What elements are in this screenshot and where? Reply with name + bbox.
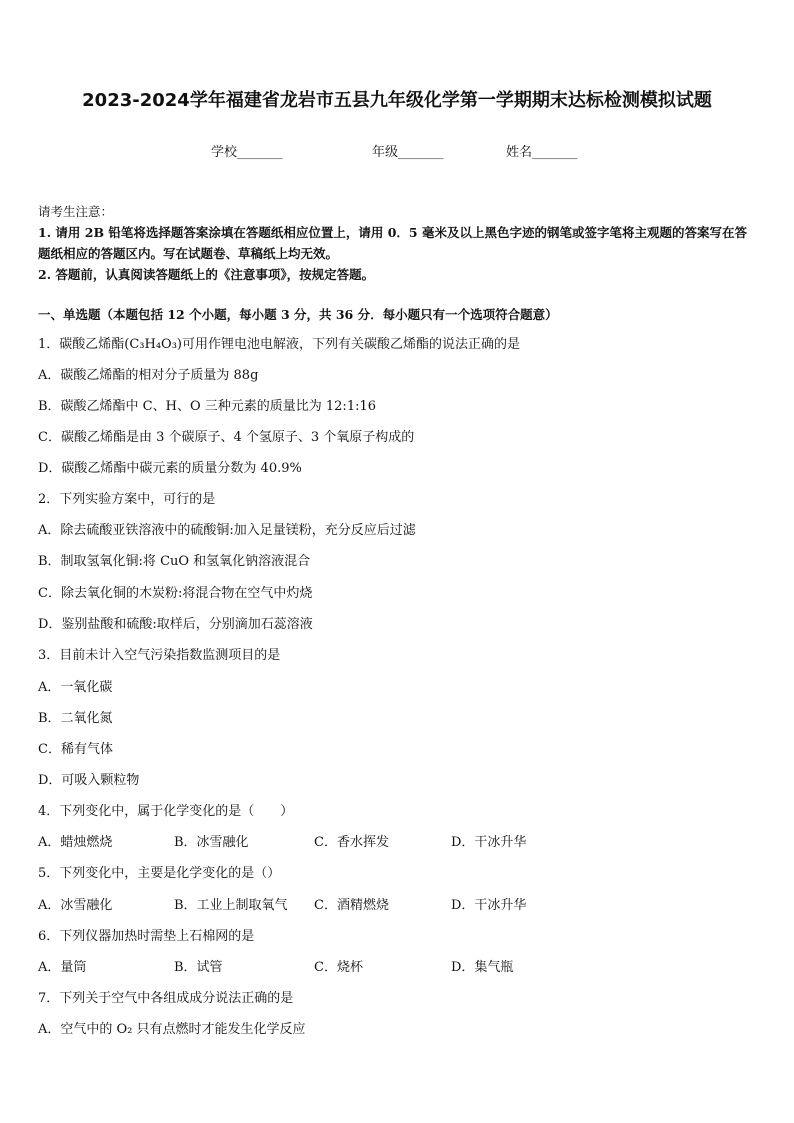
notice-item-1: 1. 请用 2B 铅笔将选择题答案涂填在答题纸相应位置上，请用 0．5 毫米及以上黑色字迹的钢笔或签字笔将主观题的答案写在答题纸相应的答题区内。写在试题卷、草稿纸上均无效。: [38, 225, 747, 261]
question-2-option-d: D．鉴别盐酸和硫酸:取样后，分别滴加石蕊溶液: [38, 617, 313, 632]
question-6-option-a: A．量筒: [38, 960, 87, 975]
question-5-option-a: A．冰雪融化: [38, 898, 113, 913]
question-5-option-d: D．干冰升华: [451, 898, 527, 913]
school-field: 学校_______: [211, 145, 283, 160]
question-6-stem: 6．下列仪器加热时需垫上石棉网的是: [38, 929, 255, 944]
page-title: 2023-2024学年福建省龙岩市五县九年级化学第一学期期末达标检测模拟试题: [82, 90, 712, 111]
question-6-option-b: B．试管: [174, 960, 223, 975]
question-5-option-b: B．工业上制取氧气: [174, 898, 288, 913]
question-3-stem: 3．目前未计入空气污染指数监测项目的是: [38, 648, 281, 663]
question-6-option-c: C．烧杯: [314, 960, 363, 975]
question-1-option-d: D．碳酸乙烯酯中碳元素的质量分数为 40.9%: [38, 461, 302, 476]
grade-field: 年级_______: [372, 145, 444, 160]
question-4-option-d: D．干冰升华: [451, 835, 527, 850]
question-2-option-c: C．除去氧化铜的木炭粉:将混合物在空气中灼烧: [38, 586, 313, 601]
question-4-option-a: A．蜡烛燃烧: [38, 835, 113, 850]
notice-block: [38, 201, 758, 285]
question-3-option-a: A．一氧化碳: [38, 680, 113, 695]
question-2-option-b: B．制取氢氧化铜:将 CuO 和氢氧化钠溶液混合: [38, 554, 311, 569]
question-3-option-b: B．二氧化氮: [38, 711, 113, 726]
question-1-stem: 1．碳酸乙烯酯(C₃H₄O₃)可用作锂电池电解液，下列有关碳酸乙烯酯的说法正确的是: [38, 337, 520, 352]
question-1-option-c: C．碳酸乙烯酯是由 3 个碳原子、4 个氢原子、3 个氧原子构成的: [38, 430, 415, 445]
question-4-option-c: C．香水挥发: [314, 835, 389, 850]
notice-item-2: 2. 答题前，认真阅读答题纸上的《注意事项》，按规定答题。: [38, 267, 375, 282]
question-1-option-a: A．碳酸乙烯酯的相对分子质量为 88g: [38, 368, 259, 383]
question-1-option-b: B．碳酸乙烯酯中 C、H、O 三种元素的质量比为 12:1:16: [38, 399, 377, 414]
question-5-option-c: C．酒精燃烧: [314, 898, 389, 913]
question-4-stem: 4．下列变化中，属于化学变化的是（ ）: [38, 804, 294, 819]
question-7-option-a: A．空气中的 O₂ 只有点燃时才能发生化学反应: [38, 1022, 306, 1037]
name-field: 姓名_______: [506, 145, 578, 160]
question-3-option-c: C．稀有气体: [38, 742, 113, 757]
question-2-stem: 2．下列实验方案中，可行的是: [38, 492, 216, 507]
section-heading: 一、单选题（本题包括 12 个小题，每小题 3 分，共 36 分．每小题只有一个选项符合题意）: [38, 307, 558, 322]
question-4-option-b: B．冰雪融化: [174, 835, 249, 850]
notice-heading: 请考生注意：: [38, 204, 114, 219]
question-2-option-a: A．除去硫酸亚铁溶液中的硫酸铜:加入足量镁粉，充分反应后过滤: [38, 523, 416, 538]
question-7-stem: 7．下列关于空气中各组成成分说法正确的是: [38, 991, 294, 1006]
question-3-option-d: D．可吸入颗粒物: [38, 773, 140, 788]
question-6-option-d: D．集气瓶: [451, 960, 514, 975]
question-5-stem: 5．下列变化中，主要是化学变化的是（）: [38, 866, 281, 881]
